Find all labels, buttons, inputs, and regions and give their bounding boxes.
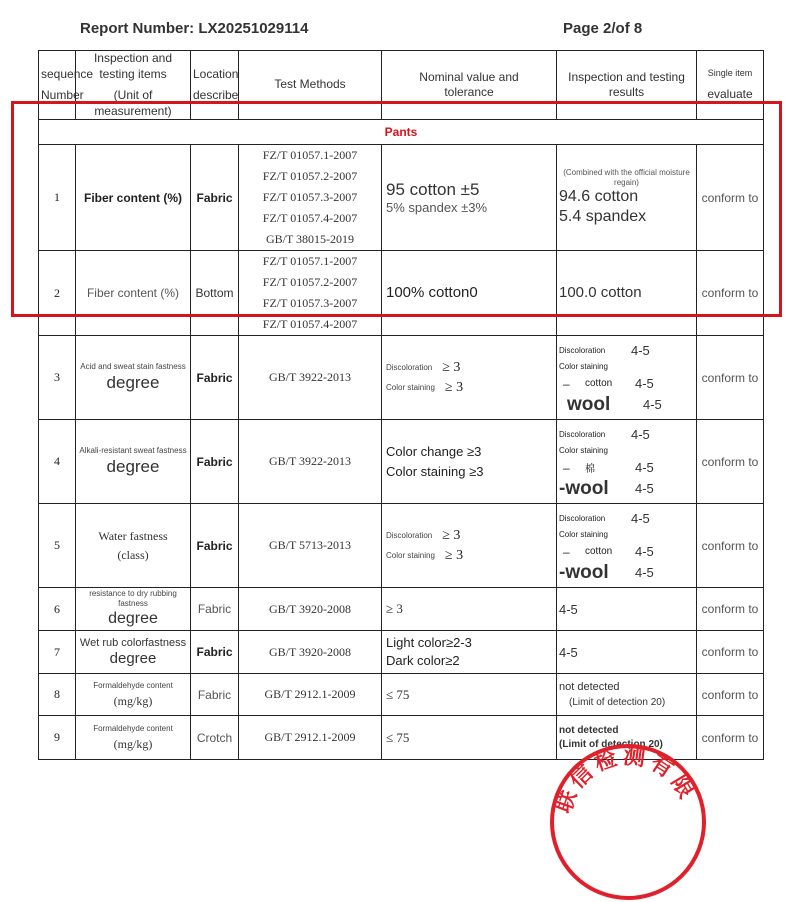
row-nominal: ≤ 75 <box>382 716 557 760</box>
row-location: Fabric <box>191 588 239 631</box>
row-item: Water fastness (class) <box>76 504 191 588</box>
row-result: not detected (Limit of detection 20) <box>557 716 697 760</box>
row-method: GB/T 2912.1-2009 <box>239 674 382 716</box>
table-row <box>39 145 764 251</box>
row-seq: 7 <box>39 631 76 674</box>
row-result: Discoloration 4-5 Color staining – cotton 4-5 wool 4-5 <box>557 336 697 420</box>
row-location: Fabric <box>191 145 239 251</box>
table-row <box>39 336 764 420</box>
row-nominal: 95 cotton ±5 5% spandex ±3% <box>382 145 557 251</box>
row-nominal: 100% cotton0 <box>382 251 557 336</box>
row-nominal: Discoloration ≥ 3 Color staining ≥ 3 <box>382 504 557 588</box>
row-location: Fabric <box>191 674 239 716</box>
method-line: FZ/T 01057.2-2007 <box>262 169 358 184</box>
section-label: Pants <box>39 120 764 145</box>
row-seq: 8 <box>39 674 76 716</box>
row-location: Fabric <box>191 336 239 420</box>
row-location: Fabric <box>191 504 239 588</box>
col-location-header: Location describe <box>191 51 239 120</box>
method-line: FZ/T 01057.4-2007 <box>262 211 358 226</box>
row-item: Acid and sweat stain fastness degree <box>76 336 191 420</box>
method-line: FZ/T 01057.4-2007 <box>262 317 358 332</box>
row-item: Fiber content (%) <box>76 251 191 336</box>
col-nominal-header: Nominal value and tolerance <box>382 51 557 120</box>
row-evaluate: conform to <box>697 251 764 336</box>
method-line: FZ/T 01057.3-2007 <box>262 190 358 205</box>
row-method: GB/T 3920-2008 <box>239 631 382 674</box>
row-location: Fabric <box>191 420 239 504</box>
row-method: GB/T 2912.1-2009 <box>239 716 382 760</box>
row-location: Crotch <box>191 716 239 760</box>
row-methods <box>239 145 382 251</box>
row-seq: 1 <box>39 145 76 251</box>
row-seq: 9 <box>39 716 76 760</box>
row-evaluate: conform to <box>697 716 764 760</box>
row-result: 4-5 <box>557 588 697 631</box>
row-nominal: Color change ≥3 Color staining ≥3 <box>382 420 557 504</box>
row-item: resistance to dry rubbing fastness degree <box>76 588 191 631</box>
row-result: Discoloration 4-5 Color staining – 棉 4-5 -wool 4-5 <box>557 420 697 504</box>
row-item: Wet rub colorfastness degree <box>76 631 191 674</box>
table-row <box>39 251 764 336</box>
row-evaluate: conform to <box>697 145 764 251</box>
stamp-text: 联信检测有限 <box>551 743 701 817</box>
row-nominal: Light color≥2-3 Dark color≥2 <box>382 631 557 674</box>
row-method: GB/T 3920-2008 <box>239 588 382 631</box>
row-seq: 4 <box>39 420 76 504</box>
col-item-header: Inspection and testing items (Unit of measurement) <box>76 51 191 120</box>
row-method: GB/T 5713-2013 <box>239 504 382 588</box>
page-indicator: Page 2/of 8 <box>563 20 643 37</box>
table-row <box>39 674 764 716</box>
row-location: Fabric <box>191 631 239 674</box>
table-header-row <box>39 51 764 120</box>
row-evaluate: conform to <box>697 336 764 420</box>
row-item: Formaldehyde content (mg/kg) <box>76 716 191 760</box>
section-row <box>39 120 764 145</box>
method-line: FZ/T 01057.3-2007 <box>262 296 358 311</box>
row-seq: 3 <box>39 336 76 420</box>
row-item: Fiber content (%) <box>76 145 191 251</box>
row-method: GB/T 3922-2013 <box>239 420 382 504</box>
row-result: 100.0 cotton <box>557 251 697 336</box>
row-evaluate: conform to <box>697 674 764 716</box>
row-result: 4-5 <box>557 631 697 674</box>
col-method-header: Test Methods <box>239 51 382 120</box>
table-row <box>39 420 764 504</box>
table-row <box>39 588 764 631</box>
row-location: Bottom <box>191 251 239 336</box>
table-row <box>39 504 764 588</box>
row-method: GB/T 3922-2013 <box>239 336 382 420</box>
method-line: FZ/T 01057.1-2007 <box>262 254 358 269</box>
row-seq: 2 <box>39 251 76 336</box>
row-methods <box>239 251 382 336</box>
inspection-table <box>38 50 764 760</box>
row-result: not detected (Limit of detection 20) <box>557 674 697 716</box>
row-evaluate: conform to <box>697 588 764 631</box>
company-stamp <box>548 742 708 902</box>
method-line: FZ/T 01057.2-2007 <box>262 275 358 290</box>
method-line: GB/T 38015-2019 <box>265 232 355 247</box>
table-row <box>39 631 764 674</box>
col-sequence-header: sequence Number <box>39 51 76 120</box>
row-seq: 6 <box>39 588 76 631</box>
row-nominal: ≥ 3 <box>382 588 557 631</box>
row-nominal: Discoloration ≥ 3 Color staining ≥ 3 <box>382 336 557 420</box>
row-evaluate: conform to <box>697 631 764 674</box>
row-result: (Combined with the official moisture regain) 94.6 cotton 5.4 spandex <box>557 145 697 251</box>
col-evaluate-header: Single item evaluate <box>697 51 764 120</box>
row-nominal: ≤ 75 <box>382 674 557 716</box>
row-seq: 5 <box>39 504 76 588</box>
row-item: Formaldehyde content (mg/kg) <box>76 674 191 716</box>
row-item: Alkali-resistant sweat fastness degree <box>76 420 191 504</box>
row-evaluate: conform to <box>697 504 764 588</box>
method-line: FZ/T 01057.1-2007 <box>262 148 358 163</box>
row-result: Discoloration 4-5 Color staining – cotton 4-5 -wool 4-5 <box>557 504 697 588</box>
col-result-header: Inspection and testing results <box>557 51 697 120</box>
report-number: Report Number: LX20251029114 <box>80 20 309 37</box>
row-evaluate: conform to <box>697 420 764 504</box>
